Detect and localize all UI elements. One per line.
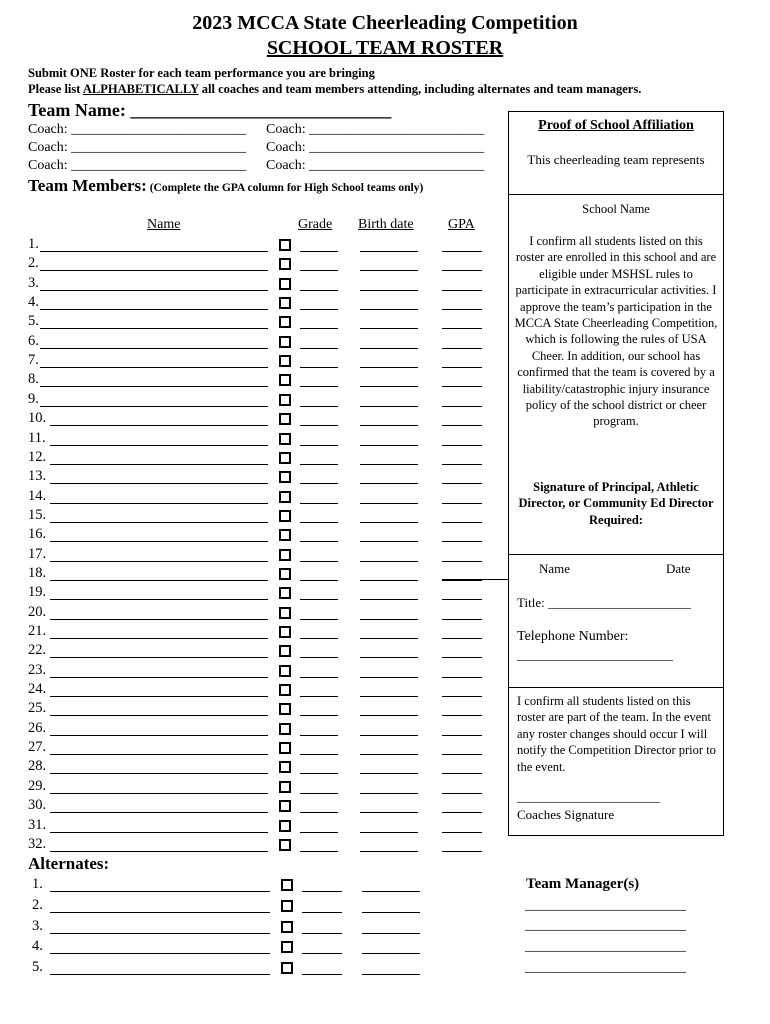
alternate-name-field[interactable] xyxy=(50,974,270,975)
member-gpa-field[interactable] xyxy=(442,406,482,407)
team-members-note: (Complete the GPA column for High School teams only) xyxy=(146,182,424,194)
member-row-number: 24. xyxy=(28,681,47,697)
member-checkbox[interactable] xyxy=(279,742,291,754)
member-name-field[interactable] xyxy=(50,541,268,542)
member-grade-field[interactable] xyxy=(300,328,338,329)
member-row-number: 6. xyxy=(28,333,39,349)
signer-name-label[interactable]: Name xyxy=(539,561,571,576)
alternate-birth-date-field[interactable] xyxy=(362,974,420,975)
team-members-label: Team Members: xyxy=(28,176,147,195)
member-gpa-field[interactable] xyxy=(442,541,482,542)
member-row-number: 1. xyxy=(28,236,39,252)
member-grade-field[interactable] xyxy=(300,735,338,736)
alternate-name-field[interactable] xyxy=(50,933,270,934)
member-name-field[interactable] xyxy=(40,406,268,407)
member-checkbox[interactable] xyxy=(279,258,291,270)
member-row-number: 23. xyxy=(28,662,47,678)
member-checkbox[interactable] xyxy=(279,374,291,386)
affiliation-box-top xyxy=(508,111,724,195)
member-row-number: 17. xyxy=(28,546,47,562)
member-grade-field[interactable] xyxy=(300,425,338,426)
member-name-field[interactable] xyxy=(50,793,268,794)
affiliation-box-statement xyxy=(508,193,724,555)
alternate-birth-date-field[interactable] xyxy=(362,953,420,954)
member-row-number: 27. xyxy=(28,739,47,755)
member-name-field[interactable] xyxy=(50,522,268,523)
member-birth-date-field[interactable] xyxy=(360,541,418,542)
team-manager-field-4[interactable]: _______________________ xyxy=(525,960,686,975)
member-name-field[interactable] xyxy=(40,348,268,349)
alternate-grade-field[interactable] xyxy=(302,933,342,934)
member-name-field[interactable] xyxy=(50,812,268,813)
member-row-number: 19. xyxy=(28,584,47,600)
member-grade-field[interactable] xyxy=(300,309,338,310)
member-row-number: 8. xyxy=(28,371,39,387)
member-row-number: 15. xyxy=(28,507,47,523)
member-checkbox[interactable] xyxy=(279,549,291,561)
connector-line xyxy=(442,579,508,580)
member-name-field[interactable] xyxy=(50,773,268,774)
member-gpa-field[interactable] xyxy=(442,715,482,716)
member-grade-field[interactable] xyxy=(300,619,338,620)
member-name-field[interactable] xyxy=(50,580,268,581)
member-birth-date-field[interactable] xyxy=(360,386,418,387)
member-grade-field[interactable] xyxy=(300,290,338,291)
member-birth-date-field[interactable] xyxy=(360,696,418,697)
member-row-number: 21. xyxy=(28,623,47,639)
member-gpa-field[interactable] xyxy=(442,270,482,271)
member-grade-field[interactable] xyxy=(300,367,338,368)
member-grade-field[interactable] xyxy=(300,561,338,562)
member-birth-date-field[interactable] xyxy=(360,754,418,755)
member-gpa-field[interactable] xyxy=(442,619,482,620)
member-row-number: 14. xyxy=(28,488,47,504)
member-gpa-field[interactable] xyxy=(442,483,482,484)
member-birth-date-field[interactable] xyxy=(360,657,418,658)
member-grade-field[interactable] xyxy=(300,406,338,407)
member-grade-field[interactable] xyxy=(300,696,338,697)
member-name-field[interactable] xyxy=(50,832,268,833)
member-name-field[interactable] xyxy=(50,425,268,426)
member-row-number: 16. xyxy=(28,526,47,542)
member-gpa-field[interactable] xyxy=(442,522,482,523)
member-gpa-field[interactable] xyxy=(442,348,482,349)
alternate-row-number: 4. xyxy=(32,938,43,954)
coach-field-2[interactable]: Coach: _________________________ xyxy=(28,140,247,155)
member-name-field[interactable] xyxy=(50,754,268,755)
alternate-row-number: 2. xyxy=(32,897,43,913)
member-name-field[interactable] xyxy=(40,309,268,310)
member-gpa-field[interactable] xyxy=(442,290,482,291)
member-row-number: 2. xyxy=(28,255,39,271)
member-row-number: 26. xyxy=(28,720,47,736)
member-gpa-field[interactable] xyxy=(442,773,482,774)
member-name-field[interactable] xyxy=(50,735,268,736)
member-checkbox[interactable] xyxy=(279,413,291,425)
member-checkbox[interactable] xyxy=(279,471,291,483)
member-checkbox[interactable] xyxy=(279,297,291,309)
member-checkbox[interactable] xyxy=(279,781,291,793)
member-grade-field[interactable] xyxy=(300,773,338,774)
alternate-checkbox[interactable] xyxy=(281,900,293,912)
member-gpa-field[interactable] xyxy=(442,638,482,639)
member-birth-date-field[interactable] xyxy=(360,599,418,600)
member-name-field[interactable] xyxy=(50,657,268,658)
member-checkbox[interactable] xyxy=(279,316,291,328)
member-grade-field[interactable] xyxy=(300,812,338,813)
member-gpa-field[interactable] xyxy=(442,328,482,329)
member-checkbox[interactable] xyxy=(279,839,291,851)
member-gpa-field[interactable] xyxy=(442,251,482,252)
telephone-field[interactable]: ________________________ xyxy=(517,647,673,662)
team-members-heading xyxy=(28,176,423,196)
member-name-field[interactable] xyxy=(50,851,268,852)
school-name-label[interactable]: School Name xyxy=(582,202,650,216)
alternate-grade-field[interactable] xyxy=(302,974,342,975)
coach-field-3[interactable]: Coach: _________________________ xyxy=(28,158,247,173)
member-birth-date-field[interactable] xyxy=(360,561,418,562)
member-checkbox[interactable] xyxy=(279,278,291,290)
member-row-number: 18. xyxy=(28,565,47,581)
team-manager-heading: Team Manager(s) xyxy=(526,876,640,892)
coach-field-4[interactable]: Coach: _________________________ xyxy=(266,122,485,137)
member-gpa-field[interactable] xyxy=(442,657,482,658)
alternate-checkbox[interactable] xyxy=(281,879,293,891)
member-grade-field[interactable] xyxy=(300,483,338,484)
member-name-field[interactable] xyxy=(50,483,268,484)
member-gpa-field[interactable] xyxy=(442,367,482,368)
member-gpa-field[interactable] xyxy=(442,445,482,446)
member-checkbox[interactable] xyxy=(279,800,291,812)
member-checkbox[interactable] xyxy=(279,336,291,348)
member-birth-date-field[interactable] xyxy=(360,773,418,774)
column-header-name: Name xyxy=(147,217,181,232)
team-manager-field-2[interactable]: _______________________ xyxy=(525,918,686,933)
member-birth-date-field[interactable] xyxy=(360,367,418,368)
member-grade-field[interactable] xyxy=(300,503,338,504)
member-row-number: 29. xyxy=(28,778,47,794)
member-birth-date-field[interactable] xyxy=(360,445,418,446)
member-grade-field[interactable] xyxy=(300,522,338,523)
member-checkbox[interactable] xyxy=(279,452,291,464)
coach-statement: I confirm all students listed on this roster are part of the team. In the event any roster changes should occur I will notify the Competition Director prior to the event. xyxy=(517,694,716,774)
member-grade-field[interactable] xyxy=(300,832,338,833)
member-row-number: 28. xyxy=(28,758,47,774)
member-name-field[interactable] xyxy=(50,638,268,639)
affiliation-box-signature xyxy=(508,554,724,836)
member-grade-field[interactable] xyxy=(300,251,338,252)
alternate-name-field[interactable] xyxy=(50,953,270,954)
member-birth-date-field[interactable] xyxy=(360,270,418,271)
telephone-label: Telephone Number: xyxy=(517,629,629,644)
alternate-checkbox[interactable] xyxy=(281,941,293,953)
member-gpa-field[interactable] xyxy=(442,735,482,736)
member-checkbox[interactable] xyxy=(279,568,291,580)
member-checkbox[interactable] xyxy=(279,645,291,657)
member-checkbox[interactable] xyxy=(279,433,291,445)
member-birth-date-field[interactable] xyxy=(360,793,418,794)
instruction-pre: Please list xyxy=(28,82,83,96)
column-header-birth-date: Birth date xyxy=(358,217,414,232)
member-checkbox[interactable] xyxy=(279,607,291,619)
member-birth-date-field[interactable] xyxy=(360,812,418,813)
team-name-field[interactable]: Team Name: _____________________________ xyxy=(28,100,392,120)
member-checkbox[interactable] xyxy=(279,761,291,773)
member-name-field[interactable] xyxy=(50,561,268,562)
member-row-number: 11. xyxy=(28,430,46,446)
member-birth-date-field[interactable] xyxy=(360,464,418,465)
member-row-number: 10. xyxy=(28,410,47,426)
member-name-field[interactable] xyxy=(50,503,268,504)
member-checkbox[interactable] xyxy=(279,529,291,541)
instruction-post: all coaches and team members attending, including alternates and team managers. xyxy=(198,82,642,96)
member-birth-date-field[interactable] xyxy=(360,290,418,291)
alternate-grade-field[interactable] xyxy=(302,912,342,913)
member-gpa-field[interactable] xyxy=(442,754,482,755)
member-row-number: 31. xyxy=(28,817,47,833)
signer-title-field[interactable]: Title: ______________________ xyxy=(517,595,691,610)
member-checkbox[interactable] xyxy=(279,703,291,715)
member-row-number: 4. xyxy=(28,294,39,310)
member-name-field[interactable] xyxy=(40,251,268,252)
member-gpa-field[interactable] xyxy=(442,851,482,852)
alternate-row-number: 1. xyxy=(32,876,43,892)
signature-divider xyxy=(509,687,723,688)
member-birth-date-field[interactable] xyxy=(360,328,418,329)
member-grade-field[interactable] xyxy=(300,715,338,716)
member-gpa-field[interactable] xyxy=(442,599,482,600)
member-name-field[interactable] xyxy=(40,386,268,387)
instruction-line-2 xyxy=(28,82,641,97)
member-grade-field[interactable] xyxy=(300,445,338,446)
alternate-grade-field[interactable] xyxy=(302,953,342,954)
member-checkbox[interactable] xyxy=(279,491,291,503)
member-checkbox[interactable] xyxy=(279,665,291,677)
member-name-field[interactable] xyxy=(50,619,268,620)
member-row-number: 32. xyxy=(28,836,47,852)
member-gpa-field[interactable] xyxy=(442,464,482,465)
affiliation-heading: Proof of School Affiliation xyxy=(538,118,694,133)
member-row-number: 7. xyxy=(28,352,39,368)
member-name-field[interactable] xyxy=(50,715,268,716)
member-birth-date-field[interactable] xyxy=(360,251,418,252)
member-grade-field[interactable] xyxy=(300,464,338,465)
member-gpa-field[interactable] xyxy=(442,812,482,813)
form-subtitle: SCHOOL TEAM ROSTER xyxy=(266,37,504,59)
coach-signature-label: Coaches Signature xyxy=(517,807,615,822)
member-row-number: 3. xyxy=(28,275,39,291)
member-name-field[interactable] xyxy=(40,290,268,291)
member-name-field[interactable] xyxy=(50,599,268,600)
member-gpa-field[interactable] xyxy=(442,832,482,833)
member-birth-date-field[interactable] xyxy=(360,851,418,852)
alternate-birth-date-field[interactable] xyxy=(362,912,420,913)
member-grade-field[interactable] xyxy=(300,348,338,349)
coach-field-1[interactable]: Coach: _________________________ xyxy=(28,122,247,137)
member-checkbox[interactable] xyxy=(279,355,291,367)
member-grade-field[interactable] xyxy=(300,580,338,581)
member-grade-field[interactable] xyxy=(300,386,338,387)
member-gpa-field[interactable] xyxy=(442,696,482,697)
member-row-number: 25. xyxy=(28,700,47,716)
member-checkbox[interactable] xyxy=(279,510,291,522)
member-grade-field[interactable] xyxy=(300,541,338,542)
member-checkbox[interactable] xyxy=(279,626,291,638)
member-name-field[interactable] xyxy=(40,367,268,368)
member-birth-date-field[interactable] xyxy=(360,715,418,716)
member-row-number: 12. xyxy=(28,449,47,465)
member-grade-field[interactable] xyxy=(300,638,338,639)
member-birth-date-field[interactable] xyxy=(360,483,418,484)
member-checkbox[interactable] xyxy=(279,394,291,406)
instruction-emphasis: ALPHABETICALLY xyxy=(82,82,199,96)
alternate-row-number: 3. xyxy=(32,918,43,934)
member-gpa-field[interactable] xyxy=(442,386,482,387)
affiliation-statement: I confirm all students listed on this roster are enrolled in this school and are eligible under MSHSL rules to participate in extracurricular activities. I approve the team’s participation in the MCCA State Cheerleading Competition, which is following the rules of USA Cheer. In addition, our school has confirmed that the team is covered by a liability/catastrophic injury insurance policy of the school district or cheer program. xyxy=(514,234,718,429)
column-header-grade: Grade xyxy=(298,217,333,232)
member-grade-field[interactable] xyxy=(300,677,338,678)
member-gpa-field[interactable] xyxy=(442,677,482,678)
member-name-field[interactable] xyxy=(50,445,268,446)
member-grade-field[interactable] xyxy=(300,657,338,658)
member-name-field[interactable] xyxy=(40,328,268,329)
affiliation-represents: This cheerleading team represents xyxy=(527,152,705,167)
member-name-field[interactable] xyxy=(40,270,268,271)
coach-signature-line[interactable]: ______________________ xyxy=(517,789,660,804)
member-row-number: 13. xyxy=(28,468,47,484)
alternate-birth-date-field[interactable] xyxy=(362,933,420,934)
alternates-heading: Alternates: xyxy=(28,854,110,873)
member-row-number: 9. xyxy=(28,391,39,407)
member-grade-field[interactable] xyxy=(300,270,338,271)
member-grade-field[interactable] xyxy=(300,793,338,794)
coach-field-5[interactable]: Coach: _________________________ xyxy=(266,140,485,155)
member-row-number: 20. xyxy=(28,604,47,620)
member-grade-field[interactable] xyxy=(300,599,338,600)
alternate-checkbox[interactable] xyxy=(281,921,293,933)
member-name-field[interactable] xyxy=(50,696,268,697)
member-birth-date-field[interactable] xyxy=(360,348,418,349)
member-gpa-field[interactable] xyxy=(442,425,482,426)
instruction-line-1: Submit ONE Roster for each team performance you are bringing xyxy=(28,66,375,80)
member-birth-date-field[interactable] xyxy=(360,832,418,833)
member-checkbox[interactable] xyxy=(279,684,291,696)
member-birth-date-field[interactable] xyxy=(360,580,418,581)
member-birth-date-field[interactable] xyxy=(360,735,418,736)
member-birth-date-field[interactable] xyxy=(360,522,418,523)
member-gpa-field[interactable] xyxy=(442,503,482,504)
member-birth-date-field[interactable] xyxy=(360,309,418,310)
member-row-number: 5. xyxy=(28,313,39,329)
member-gpa-field[interactable] xyxy=(442,580,482,581)
alternate-name-field[interactable] xyxy=(50,891,270,892)
team-manager-field-1[interactable]: _______________________ xyxy=(525,898,686,913)
member-grade-field[interactable] xyxy=(300,851,338,852)
member-birth-date-field[interactable] xyxy=(360,677,418,678)
member-checkbox[interactable] xyxy=(279,820,291,832)
column-header-gpa: GPA xyxy=(448,217,475,232)
member-checkbox[interactable] xyxy=(279,723,291,735)
alternate-name-field[interactable] xyxy=(50,912,270,913)
team-manager-field-3[interactable]: _______________________ xyxy=(525,939,686,954)
alternate-checkbox[interactable] xyxy=(281,962,293,974)
member-row-number: 22. xyxy=(28,642,47,658)
member-checkbox[interactable] xyxy=(279,239,291,251)
form-title: 2023 MCCA State Cheerleading Competition xyxy=(192,12,578,34)
member-grade-field[interactable] xyxy=(300,754,338,755)
coach-field-6[interactable]: Coach: _________________________ xyxy=(266,158,485,173)
member-birth-date-field[interactable] xyxy=(360,619,418,620)
alternate-birth-date-field[interactable] xyxy=(362,891,420,892)
member-gpa-field[interactable] xyxy=(442,309,482,310)
member-birth-date-field[interactable] xyxy=(360,503,418,504)
signer-date-label[interactable]: Date xyxy=(666,561,691,576)
member-birth-date-field[interactable] xyxy=(360,638,418,639)
member-birth-date-field[interactable] xyxy=(360,406,418,407)
member-gpa-field[interactable] xyxy=(442,561,482,562)
member-checkbox[interactable] xyxy=(279,587,291,599)
member-birth-date-field[interactable] xyxy=(360,425,418,426)
member-name-field[interactable] xyxy=(50,677,268,678)
member-name-field[interactable] xyxy=(50,464,268,465)
member-row-number: 30. xyxy=(28,797,47,813)
alternate-row-number: 5. xyxy=(32,959,43,975)
member-gpa-field[interactable] xyxy=(442,793,482,794)
alternate-grade-field[interactable] xyxy=(302,891,342,892)
signature-required-label: Signature of Principal, Athletic Director, or Community Ed Director Required: xyxy=(518,480,714,527)
